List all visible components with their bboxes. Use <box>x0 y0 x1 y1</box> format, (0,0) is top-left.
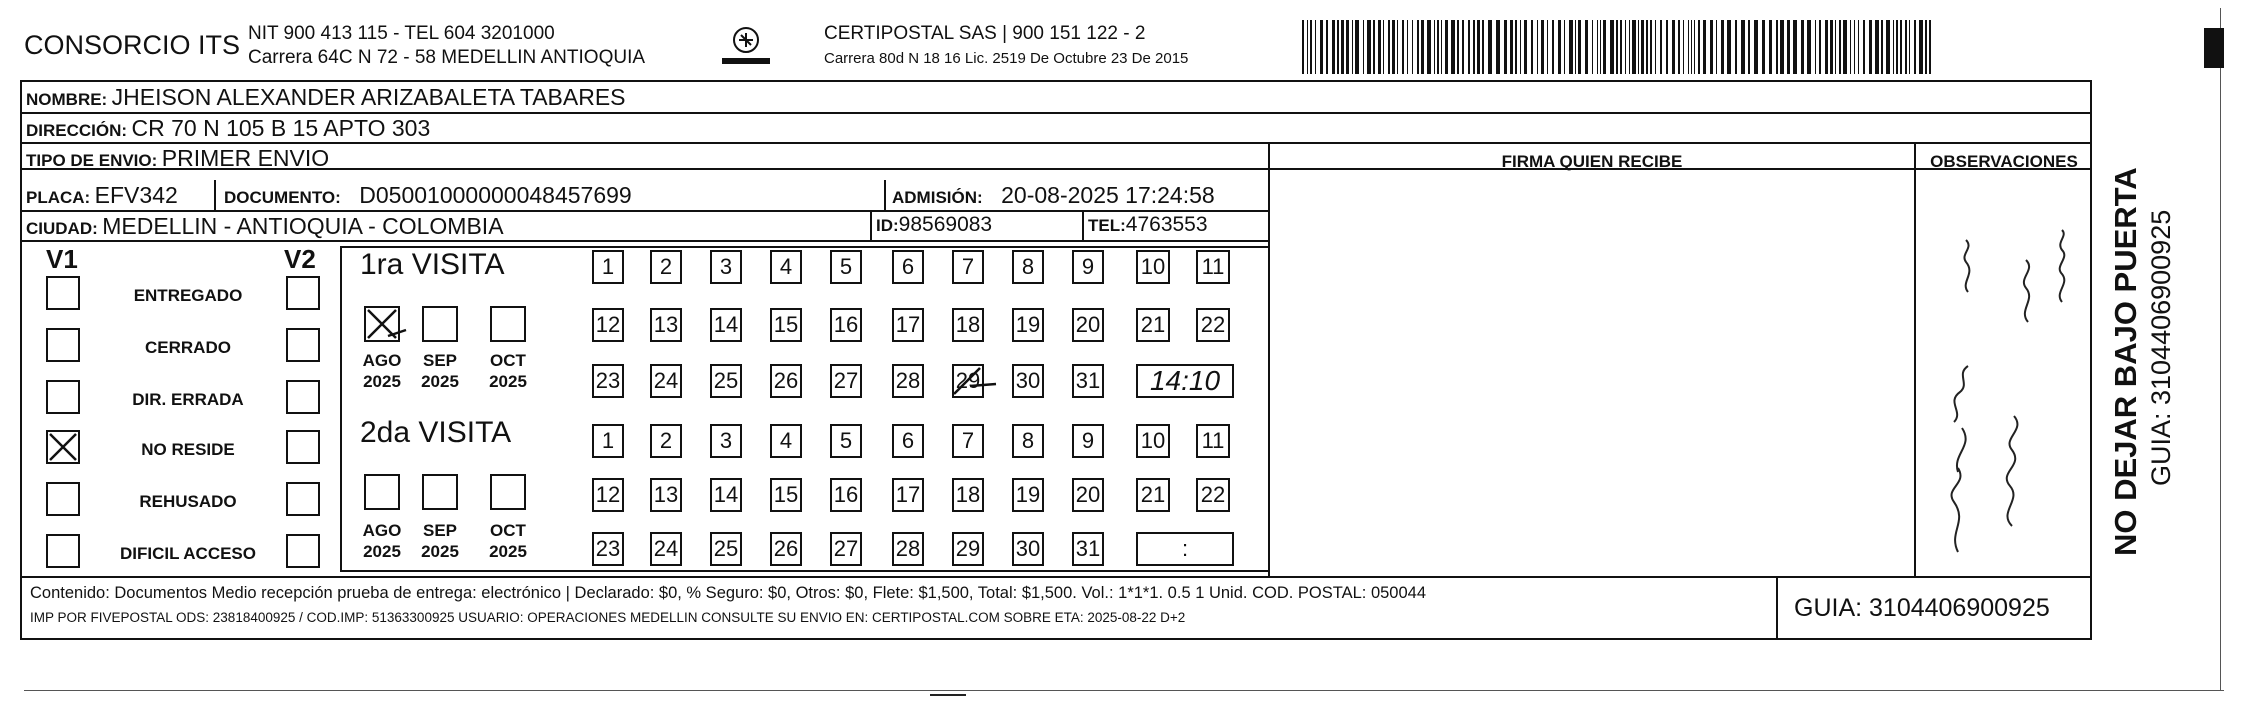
ciudad-value: MEDELLIN - ANTIOQUIA - COLOMBIA <box>102 213 504 239</box>
day-box[interactable]: 16 <box>830 478 862 512</box>
day-box[interactable]: 31 <box>1072 532 1104 566</box>
day-box[interactable]: 4 <box>770 250 802 284</box>
v2-checkbox[interactable] <box>286 534 320 568</box>
certipostal-logo <box>712 24 780 70</box>
day-box[interactable]: 12 <box>592 478 624 512</box>
side-notice: NO DEJAR BAJO PUERTA <box>2108 167 2143 556</box>
day-box[interactable]: 9 <box>1072 250 1104 284</box>
day-box[interactable]: 11 <box>1196 250 1230 284</box>
day-box[interactable]: 10 <box>1136 250 1170 284</box>
day-box[interactable]: 23 <box>592 532 624 566</box>
day-box[interactable]: 29 <box>952 364 984 398</box>
day-box[interactable]: 3 <box>710 250 742 284</box>
day-box[interactable]: 8 <box>1012 250 1044 284</box>
month-checkbox[interactable] <box>364 474 400 510</box>
month-label: OCT 2025 <box>489 521 527 561</box>
footer-imp: IMP POR FIVEPOSTAL ODS: 23818400925 / COD.IMP: 51363300925 USUARIO: OPERACIONES MEDELLIN CONSULTE SU ENVIO EN: CERTIPOSTAL.COM SOBRE ETA: 2025-08-22 D+2 <box>30 610 1186 625</box>
visits-frame <box>340 246 1270 572</box>
v2-checkbox[interactable] <box>286 328 320 362</box>
day-box[interactable]: 1 <box>592 424 624 458</box>
observaciones-header: OBSERVACIONES <box>1930 152 2078 171</box>
day-box[interactable]: 17 <box>892 308 924 342</box>
v2-checkbox[interactable] <box>286 482 320 516</box>
tipo-envio-label: TIPO DE ENVIO: <box>26 151 158 170</box>
day-box[interactable]: 6 <box>892 250 924 284</box>
day-box[interactable]: 30 <box>1012 364 1044 398</box>
first-visit-title: 1ra VISITA <box>360 248 505 281</box>
day-box[interactable]: 19 <box>1012 478 1044 512</box>
v1-checkbox[interactable] <box>46 276 80 310</box>
day-box[interactable]: 25 <box>710 532 742 566</box>
month-checkbox[interactable] <box>490 474 526 510</box>
day-box[interactable]: 2 <box>650 250 682 284</box>
day-box[interactable]: 24 <box>650 364 682 398</box>
footer-guia: GUIA: 3104406900925 <box>1794 594 2050 622</box>
documento-label: DOCUMENTO: <box>224 188 341 207</box>
direccion-label: DIRECCIÓN: <box>26 121 128 140</box>
day-box[interactable]: 27 <box>830 364 862 398</box>
day-box[interactable]: 5 <box>830 250 862 284</box>
direccion-value: CR 70 N 105 B 15 APTO 303 <box>131 115 431 141</box>
day-box[interactable]: 21 <box>1136 478 1170 512</box>
id-value: 98569083 <box>898 213 993 236</box>
month-label: AGO 2025 <box>362 351 402 391</box>
id-label: ID: <box>876 216 899 235</box>
nombre-value: JHEISON ALEXANDER ARIZABALETA TABARES <box>111 84 626 110</box>
side-guia: GUIA: 3104406900925 <box>2146 209 2176 486</box>
nit-line: NIT 900 413 115 - TEL 604 3201000 <box>248 23 555 44</box>
admision-label: ADMISIÓN: <box>892 188 983 207</box>
day-box[interactable]: 2 <box>650 424 682 458</box>
day-box[interactable]: 28 <box>892 532 924 566</box>
day-box[interactable]: 24 <box>650 532 682 566</box>
placa-value: EFV342 <box>94 182 178 208</box>
day-box[interactable]: 22 <box>1196 308 1230 342</box>
day-box[interactable]: 19 <box>1012 308 1044 342</box>
day-box[interactable]: 18 <box>952 308 984 342</box>
day-box[interactable]: 18 <box>952 478 984 512</box>
status-label: ENTREGADO <box>133 286 243 305</box>
company-name: CONSORCIO ITS <box>24 30 241 60</box>
month-checkbox[interactable] <box>490 306 526 342</box>
signature-area <box>1272 172 1912 574</box>
month-checkbox[interactable] <box>422 306 458 342</box>
documento-value: D05001000000048457699 <box>359 182 632 208</box>
status-label: REHUSADO <box>139 492 237 511</box>
month-label: SEP 2025 <box>421 521 459 561</box>
month-label: SEP 2025 <box>421 351 459 391</box>
company-address: Carrera 64C N 72 - 58 MEDELLIN ANTIOQUIA <box>248 47 646 68</box>
footer-contenido: Contenido: Documentos Medio recepción prueba de entrega: electrónico | Declarado: $0, % Seguro: $0, Otros: $0, Flete: $1,500, Total: $1,500. Vol.: 1*1*1. 0.5 1 Unid. COD. POSTAL: 050044 <box>30 584 1427 602</box>
day-box[interactable]: 30 <box>1012 532 1044 566</box>
status-label: DIFICIL ACCESO <box>119 544 256 563</box>
day-box[interactable]: 20 <box>1072 308 1104 342</box>
day-box[interactable]: 29 <box>952 532 984 566</box>
carrier-address: Carrera 80d N 18 16 Lic. 2519 De Octubre 23 De 2015 <box>824 50 1189 67</box>
visit-time-box[interactable]: 14:10 <box>1136 364 1234 398</box>
day-box[interactable]: 21 <box>1136 308 1170 342</box>
status-label: DIR. ERRADA <box>132 390 244 409</box>
tel-label: TEL: <box>1088 216 1126 235</box>
day-box[interactable]: 26 <box>770 532 802 566</box>
day-box[interactable]: 6 <box>892 424 924 458</box>
nombre-label: NOMBRE: <box>26 90 108 109</box>
visit-time-box[interactable]: : <box>1136 532 1234 566</box>
day-box[interactable]: 31 <box>1072 364 1104 398</box>
day-box[interactable]: 27 <box>830 532 862 566</box>
day-box[interactable]: 23 <box>592 364 624 398</box>
day-box[interactable]: 1 <box>592 250 624 284</box>
day-box[interactable]: 8 <box>1012 424 1044 458</box>
day-box[interactable]: 14 <box>710 308 742 342</box>
carrier-name: CERTIPOSTAL SAS | 900 151 122 - 2 <box>824 23 1146 44</box>
day-box[interactable]: 28 <box>892 364 924 398</box>
day-box[interactable]: 4 <box>770 424 802 458</box>
v1-checkbox[interactable] <box>46 328 80 362</box>
v2-checkbox[interactable] <box>286 380 320 414</box>
day-box[interactable]: 15 <box>770 478 802 512</box>
month-checkbox[interactable] <box>364 306 400 342</box>
day-box[interactable]: 7 <box>952 424 984 458</box>
second-visit-title: 2da VISITA <box>360 416 512 449</box>
day-box[interactable]: 16 <box>830 308 862 342</box>
day-box[interactable]: 25 <box>710 364 742 398</box>
observaciones-handwriting <box>1918 172 2090 574</box>
day-box[interactable]: 12 <box>592 308 624 342</box>
day-box[interactable]: 3 <box>710 424 742 458</box>
admision-value: 20-08-2025 17:24:58 <box>1001 182 1215 208</box>
v2-checkbox[interactable] <box>286 430 320 464</box>
v2-label: V2 <box>284 244 316 274</box>
day-box[interactable]: 9 <box>1072 424 1104 458</box>
day-box[interactable]: 13 <box>650 308 682 342</box>
day-box[interactable]: 14 <box>710 478 742 512</box>
placa-label: PLACA: <box>26 188 91 207</box>
day-box[interactable]: 13 <box>650 478 682 512</box>
status-label: CERRADO <box>145 338 231 357</box>
day-box[interactable]: 22 <box>1196 478 1230 512</box>
v1-checkbox[interactable] <box>46 534 80 568</box>
firma-header: FIRMA QUIEN RECIBE <box>1501 152 1683 171</box>
v1-checkbox[interactable] <box>46 482 80 516</box>
v1-checkbox[interactable] <box>46 380 80 414</box>
status-label: NO RESIDE <box>141 440 235 459</box>
day-box[interactable]: 26 <box>770 364 802 398</box>
month-label: AGO 2025 <box>362 521 402 561</box>
day-box[interactable]: 10 <box>1136 424 1170 458</box>
v2-checkbox[interactable] <box>286 276 320 310</box>
day-box[interactable]: 5 <box>830 424 862 458</box>
tipo-envio-value: PRIMER ENVIO <box>161 145 330 171</box>
day-box[interactable]: 17 <box>892 478 924 512</box>
day-box[interactable]: 11 <box>1196 424 1230 458</box>
day-box[interactable]: 15 <box>770 308 802 342</box>
v1-label: V1 <box>46 244 78 274</box>
day-box[interactable]: 7 <box>952 250 984 284</box>
tel-value: 4763553 <box>1125 213 1208 236</box>
day-box[interactable]: 20 <box>1072 478 1104 512</box>
ciudad-label: CIUDAD: <box>26 219 98 238</box>
month-label: OCT 2025 <box>489 351 527 391</box>
month-checkbox[interactable] <box>422 474 458 510</box>
v1-checkbox[interactable] <box>46 430 80 464</box>
barcode <box>1302 20 1936 74</box>
